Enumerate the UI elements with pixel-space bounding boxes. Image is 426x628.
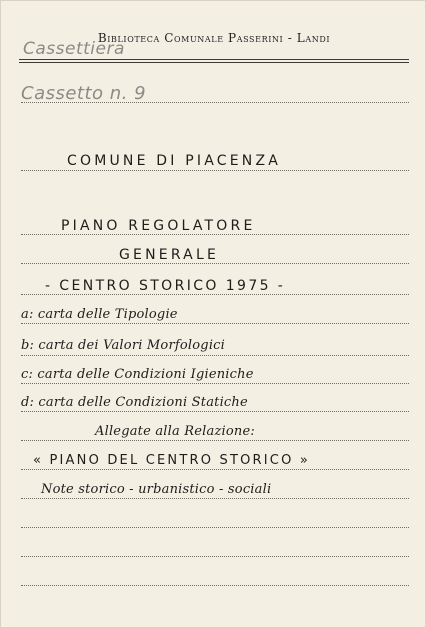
ruled-line [21,556,409,557]
map-item-b: b: carta dei Valori Morfologici [21,338,226,353]
notes-line: Note storico - urbanistico - sociali [41,482,272,497]
pencil-note-cabinet: Cassettiera [23,39,125,59]
ruled-line [21,527,409,528]
ruled-line [21,469,409,470]
header-rule-bottom [19,62,409,63]
map-item-c: c: carta delle Condizioni Igieniche [21,367,254,382]
ruled-line [21,585,409,586]
ruled-line [21,498,409,499]
ruled-line [21,323,409,324]
ruled-line [21,294,409,295]
map-item-d: d: carta delle Condizioni Statiche [21,395,248,410]
plan-title-line-2: GENERALE [119,247,219,263]
ruled-line [21,263,409,264]
ruled-line [21,411,409,412]
ruled-line [21,234,409,235]
ruled-line [21,170,409,171]
map-item-a: a: carta delle Tipologie [21,307,178,322]
historic-center-line: - CENTRO STORICO 1975 - [45,278,286,294]
ruled-line [21,383,409,384]
municipality-line: COMUNE DI PIACENZA [67,153,282,169]
ruled-line [21,440,409,441]
report-title-line: « PIANO DEL CENTRO STORICO » [33,453,310,468]
plan-title-line: PIANO REGOLATORE [61,218,256,234]
ruled-line [21,102,409,103]
library-header: Biblioteca Comunale Passerini - Landi [97,31,331,45]
ruled-line [21,355,409,356]
pencil-note-drawer: Cassetto n. 9 [21,83,147,104]
annex-line: Allegate alla Relazione: [95,424,255,439]
header-rule-top [19,59,409,60]
